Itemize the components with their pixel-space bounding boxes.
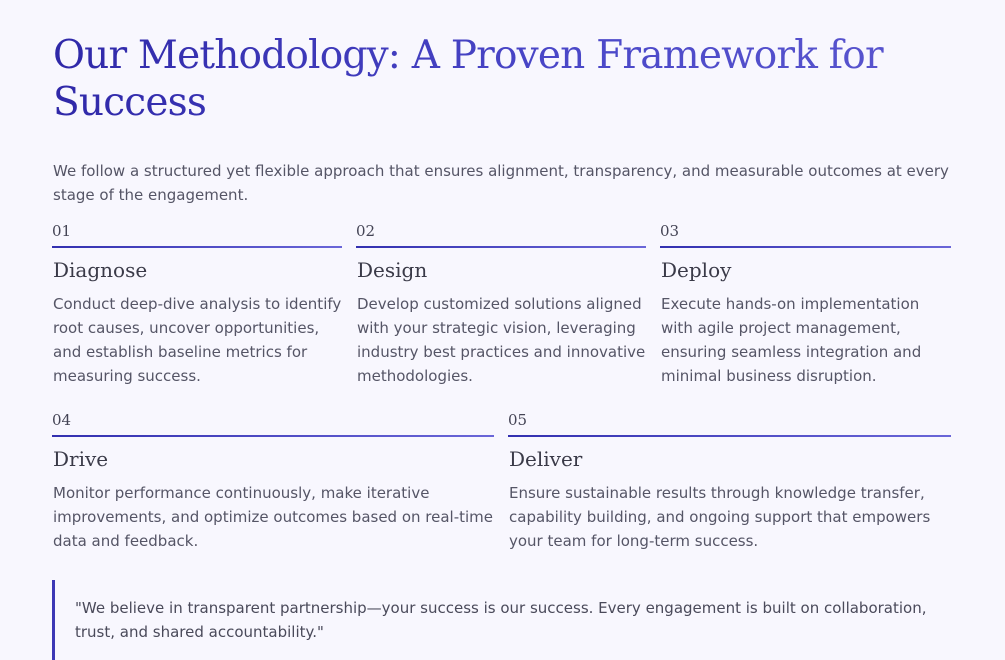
- step-title: Diagnose: [53, 258, 148, 282]
- step-divider: [52, 435, 494, 437]
- step-description: Ensure sustainable results through knowledge transfer, capability building, and ongoing support that empowers your team for long-term success.: [509, 484, 931, 550]
- step-description: Develop customized solutions aligned with your strategic vision, leveraging industry best practices and innovative methodologies.: [357, 295, 646, 385]
- step-divider: [660, 246, 951, 248]
- step-number: 04: [52, 411, 72, 429]
- step-drive: [52, 409, 494, 553]
- step-number: 05: [508, 411, 528, 429]
- step-deliver: [508, 409, 951, 553]
- step-title: Design: [357, 258, 428, 282]
- step-description: Monitor performance continuously, make iterative improvements, and optimize outcomes based on real-time data and feedback.: [53, 484, 494, 550]
- step-divider: [356, 246, 646, 248]
- quote-text: "We believe in transparent partnership—your success is our success. Every engagement is built on collaboration, trust, and shared accountability.": [75, 599, 927, 641]
- step-number: 02: [356, 222, 376, 240]
- step-number: 01: [52, 222, 72, 240]
- page-title: Our Methodology: A Proven Framework for Success: [53, 32, 973, 126]
- step-divider: [52, 246, 342, 248]
- step-design: [356, 220, 646, 388]
- step-title: Deliver: [509, 447, 583, 471]
- step-description: Conduct deep-dive analysis to identify root causes, uncover opportunities, and establish baseline metrics for measuring success.: [53, 295, 342, 385]
- intro-paragraph: We follow a structured yet flexible approach that ensures alignment, transparency, and measurable outcomes at every stage of the engagement.: [53, 162, 949, 204]
- step-number: 03: [660, 222, 680, 240]
- step-title: Drive: [53, 447, 109, 471]
- quote-block: [52, 580, 952, 660]
- step-description: Execute hands-on implementation with agile project management, ensuring seamless integration and minimal business disruption.: [661, 295, 922, 385]
- step-diagnose: [52, 220, 342, 388]
- step-title: Deploy: [661, 258, 732, 282]
- step-deploy: [660, 220, 951, 388]
- step-divider: [508, 435, 951, 437]
